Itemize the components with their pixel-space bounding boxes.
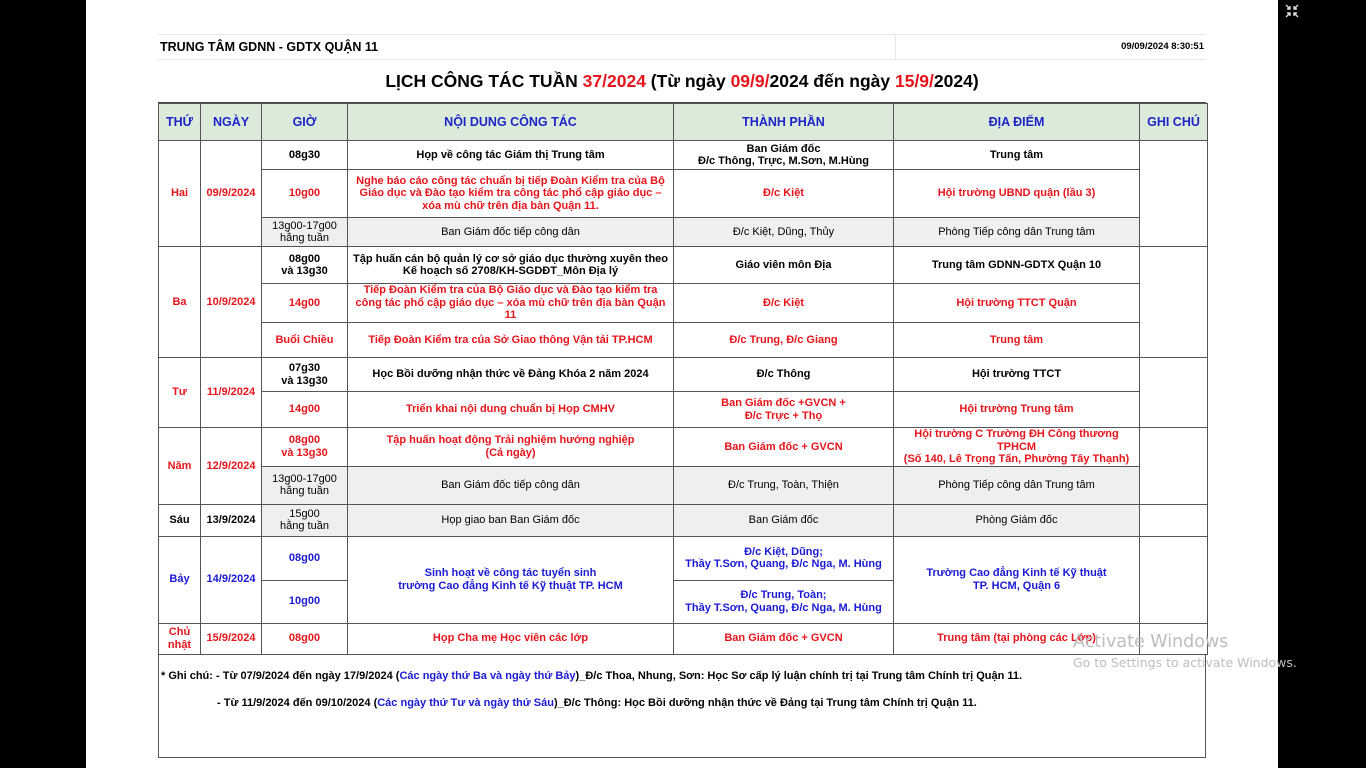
time-line: 07g30 <box>288 362 321 374</box>
time-cell <box>262 504 348 536</box>
location-cell: Trung tâm GDNN-GDTX Quận 10 <box>894 247 1140 284</box>
table-row <box>159 428 1208 467</box>
note-line <box>217 697 977 709</box>
content-cell: Ban Giám đốc tiếp công dân <box>348 218 674 247</box>
content-cell <box>348 536 674 623</box>
day-name: Hai <box>159 141 201 247</box>
time-line: và 13g30 <box>281 374 328 387</box>
table-row <box>159 392 1208 428</box>
time-line: hằng tuần <box>280 485 329 497</box>
note-line <box>161 670 1022 682</box>
note-cell <box>1140 247 1208 358</box>
table-row <box>159 358 1208 392</box>
time-cell: Buổi Chiều <box>262 323 348 358</box>
print-timestamp: 09/09/2024 8:30:51 <box>1121 41 1204 52</box>
participants-line: Thầy T.Sơn, Quang, Đ/c Nga, M. Hùng <box>685 601 882 614</box>
table-row <box>159 323 1208 358</box>
day-date: 14/9/2024 <box>201 536 262 623</box>
day-date: 11/9/2024 <box>201 358 262 428</box>
location-cell: Hội trường UBND quận (lầu 3) <box>894 170 1140 218</box>
time-cell: 08g00 <box>262 623 348 654</box>
note-text: )_Đ/c Thoa, Nhung, Sơn: Học Sơ cấp lý luận chính trị tại Trung tâm Chính trị Quận 11. <box>575 669 1023 682</box>
participants-cell: Đ/c Kiệt, Dũng, Thủy <box>674 218 894 247</box>
time-cell: 14g00 <box>262 392 348 428</box>
col-header-noidung: NỘI DUNG CÔNG TÁC <box>348 104 674 141</box>
collapse-icon[interactable] <box>1284 3 1300 19</box>
time-line: 13g00-17g00 <box>272 472 337 485</box>
participants-cell: Đ/c Thông <box>674 358 894 392</box>
note-cell <box>1140 141 1208 247</box>
table-row <box>159 247 1208 284</box>
time-cell: 14g00 <box>262 284 348 323</box>
time-cell <box>262 247 348 284</box>
participants-cell <box>674 141 894 170</box>
participants-cell: Đ/c Trung, Đ/c Giang <box>674 323 894 358</box>
time-line: và 13g30 <box>281 446 328 459</box>
location-cell: Hội trường TTCT Quận <box>894 284 1140 323</box>
location-cell <box>894 536 1140 623</box>
content-cell: Tiếp Đoàn Kiểm tra của Bộ Giáo dục và Đào tạo kiểm tra công tác phổ cập giáo dục – xóa mù chữ trên địa bàn Quận 11 <box>348 284 674 323</box>
day-name: Tư <box>159 358 201 428</box>
location-line: TP. HCM, Quận 6 <box>972 579 1061 592</box>
note-days: Các ngày thứ Ba và ngày thứ Bảy <box>399 669 576 682</box>
day-date: 15/9/2024 <box>201 623 262 654</box>
participants-line: Ban Giám đốc +GVCN + <box>721 397 846 409</box>
time-line: 13g00-17g00 <box>272 219 337 232</box>
time-cell <box>262 466 348 504</box>
day-name: Năm <box>159 428 201 505</box>
location-cell: Phòng Tiếp công dân Trung tâm <box>894 466 1140 504</box>
note-text: - Từ 11/9/2024 đến 09/10/2024 ( <box>217 696 378 709</box>
table-row <box>159 141 1208 170</box>
time-line: 08g00 <box>288 252 321 265</box>
location-cell: Hội trường Trung tâm <box>894 392 1140 428</box>
title-from-day: 09/9/ <box>730 71 770 91</box>
time-line: hằng tuần <box>280 520 329 532</box>
participants-cell <box>674 536 894 580</box>
col-header-thanhphan: THÀNH PHẦN <box>674 104 894 141</box>
participants-cell <box>674 392 894 428</box>
day-date: 09/9/2024 <box>201 141 262 247</box>
participants-line: Đ/c Thông, Trực, M.Sơn, M.Hùng <box>698 155 869 167</box>
content-cell: Nghe báo cáo công tác chuẩn bị tiếp Đoàn Kiểm tra của Bộ Giáo dục và Đào tạo kiểm tra công tác phổ cập giáo dục – xóa mù chữ trên địa bàn Quận 11. <box>348 170 674 218</box>
table-row <box>159 536 1208 580</box>
participants-cell: Giáo viên môn Địa <box>674 247 894 284</box>
sheet-header <box>158 34 1206 60</box>
participants-cell: Đ/c Trung, Toàn, Thiện <box>674 466 894 504</box>
participants-cell <box>674 580 894 623</box>
participants-line: Đ/c Trung, Toàn; <box>740 589 827 601</box>
title-to-day: 15/9/ <box>894 71 934 91</box>
time-line: 08g00 <box>288 434 321 447</box>
table-row <box>159 170 1208 218</box>
day-name: Chủ nhật <box>159 623 201 654</box>
participants-line: Ban Giám đốc <box>746 142 821 155</box>
content-cell: Họp Cha mẹ Học viên các lớp <box>348 623 674 654</box>
title-week: 37/2024 <box>582 71 646 91</box>
table-row <box>159 284 1208 323</box>
note-days: Các ngày thứ Tư và ngày thứ Sáu <box>377 696 554 709</box>
participants-cell: Ban Giám đốc + GVCN <box>674 623 894 654</box>
participants-cell: Đ/c Kiệt <box>674 170 894 218</box>
col-header-ghichu: GHI CHÚ <box>1140 104 1208 141</box>
content-cell: Triển khai nội dung chuẩn bị Họp CMHV <box>348 392 674 428</box>
table-row <box>159 218 1208 247</box>
content-line: (Cả ngày) <box>485 446 536 459</box>
location-cell: Hội trường TTCT <box>894 358 1140 392</box>
location-cell: Trung tâm (tại phòng các Lớp) <box>894 623 1140 654</box>
location-line: Trường Cao đẳng Kinh tế Kỹ thuật <box>926 567 1107 579</box>
schedule-table <box>158 103 1208 655</box>
note-cell <box>1140 428 1208 505</box>
location-cell <box>894 428 1140 467</box>
content-line: Sinh hoạt về công tác tuyển sinh <box>424 567 597 579</box>
time-cell <box>262 428 348 467</box>
table-row <box>159 466 1208 504</box>
time-cell <box>262 358 348 392</box>
day-name: Sáu <box>159 504 201 536</box>
schedule-sheet <box>158 34 1206 758</box>
day-date: 12/9/2024 <box>201 428 262 505</box>
col-header-gio: GIỜ <box>262 104 348 141</box>
content-cell: Tiếp Đoàn Kiểm tra của Sở Giao thông Vận tải TP.HCM <box>348 323 674 358</box>
location-cell: Phòng Tiếp công dân Trung tâm <box>894 218 1140 247</box>
content-cell <box>348 428 674 467</box>
col-header-ngay: NGÀY <box>201 104 262 141</box>
day-name: Ba <box>159 247 201 358</box>
content-cell: Ban Giám đốc tiếp công dân <box>348 466 674 504</box>
location-cell: Phòng Giám đốc <box>894 504 1140 536</box>
content-cell: Tập huấn cán bộ quản lý cơ sở giáo dục thường xuyên theo Kế hoạch số 2708/KH-SGDĐT_Môn Địa lý <box>348 247 674 284</box>
note-text: )_Đ/c Thông: Học Bồi dưỡng nhận thức về Đảng tại Trung tâm Chính trị Quận 11. <box>553 696 977 709</box>
document-page <box>86 0 1278 768</box>
note-text: * Ghi chú: - Từ 07/9/2024 đến ngày 17/9/2024 ( <box>161 669 400 682</box>
note-cell <box>1140 536 1208 623</box>
time-line: 15g00 <box>289 507 320 520</box>
col-header-diadiem: ĐỊA ĐIỂM <box>894 104 1140 141</box>
content-cell: Họp về công tác Giám thị Trung tâm <box>348 141 674 170</box>
participants-line: Đ/c Kiệt, Dũng; <box>744 545 823 558</box>
activation-watermark-title: Activate Windows <box>1073 632 1229 652</box>
time-line: hằng tuần <box>280 232 329 244</box>
time-cell: 08g30 <box>262 141 348 170</box>
table-row <box>159 504 1208 536</box>
title-part: (Từ ngày <box>645 71 731 91</box>
time-cell: 10g00 <box>262 170 348 218</box>
title-part: LỊCH CÔNG TÁC TUẦN <box>385 71 583 91</box>
table-row <box>159 623 1208 654</box>
location-line: Hội trường C Trường ĐH Công thương TPHCM <box>914 428 1119 453</box>
title-to-year: 2024) <box>933 71 979 91</box>
time-cell: 10g00 <box>262 580 348 623</box>
day-date: 13/9/2024 <box>201 504 262 536</box>
location-line: (Số 140, Lê Trọng Tấn, Phường Tây Thạnh) <box>903 453 1130 465</box>
time-cell: 08g00 <box>262 536 348 580</box>
location-cell: Trung tâm <box>894 323 1140 358</box>
participants-line: Thầy T.Sơn, Quang, Đ/c Nga, M. Hùng <box>685 558 882 570</box>
content-line: Tập huấn hoạt động Trải nghiệm hướng nghiệp <box>386 434 635 447</box>
content-line: trường Cao đẳng Kinh tế Kỹ thuật TP. HCM <box>398 579 623 592</box>
content-cell: Học Bồi dưỡng nhận thức về Đảng Khóa 2 năm 2024 <box>348 358 674 392</box>
participants-line: Đ/c Trực + Thọ <box>744 409 823 422</box>
time-line: và 13g30 <box>281 265 328 277</box>
col-header-thu: THỨ <box>159 104 201 141</box>
participants-cell: Ban Giám đốc <box>674 504 894 536</box>
page-title <box>158 60 1206 103</box>
day-date: 10/9/2024 <box>201 247 262 358</box>
participants-cell: Ban Giám đốc + GVCN <box>674 428 894 467</box>
note-cell <box>1140 358 1208 428</box>
title-part: đến ngày <box>808 71 895 91</box>
collapse-arrows-icon <box>1284 3 1300 19</box>
location-cell: Trung tâm <box>894 141 1140 170</box>
activation-watermark-subtitle: Go to Settings to activate Windows. <box>1073 655 1297 670</box>
table-header-row <box>159 104 1208 141</box>
participants-cell: Đ/c Kiệt <box>674 284 894 323</box>
time-cell <box>262 218 348 247</box>
note-cell <box>1140 504 1208 536</box>
title-from-year: 2024 <box>769 71 809 91</box>
organization-name: TRUNG TÂM GDNN - GDTX QUẬN 11 <box>158 35 896 59</box>
day-name: Bảy <box>159 536 201 623</box>
notes-section <box>158 655 1206 758</box>
content-cell: Họp giao ban Ban Giám đốc <box>348 504 674 536</box>
